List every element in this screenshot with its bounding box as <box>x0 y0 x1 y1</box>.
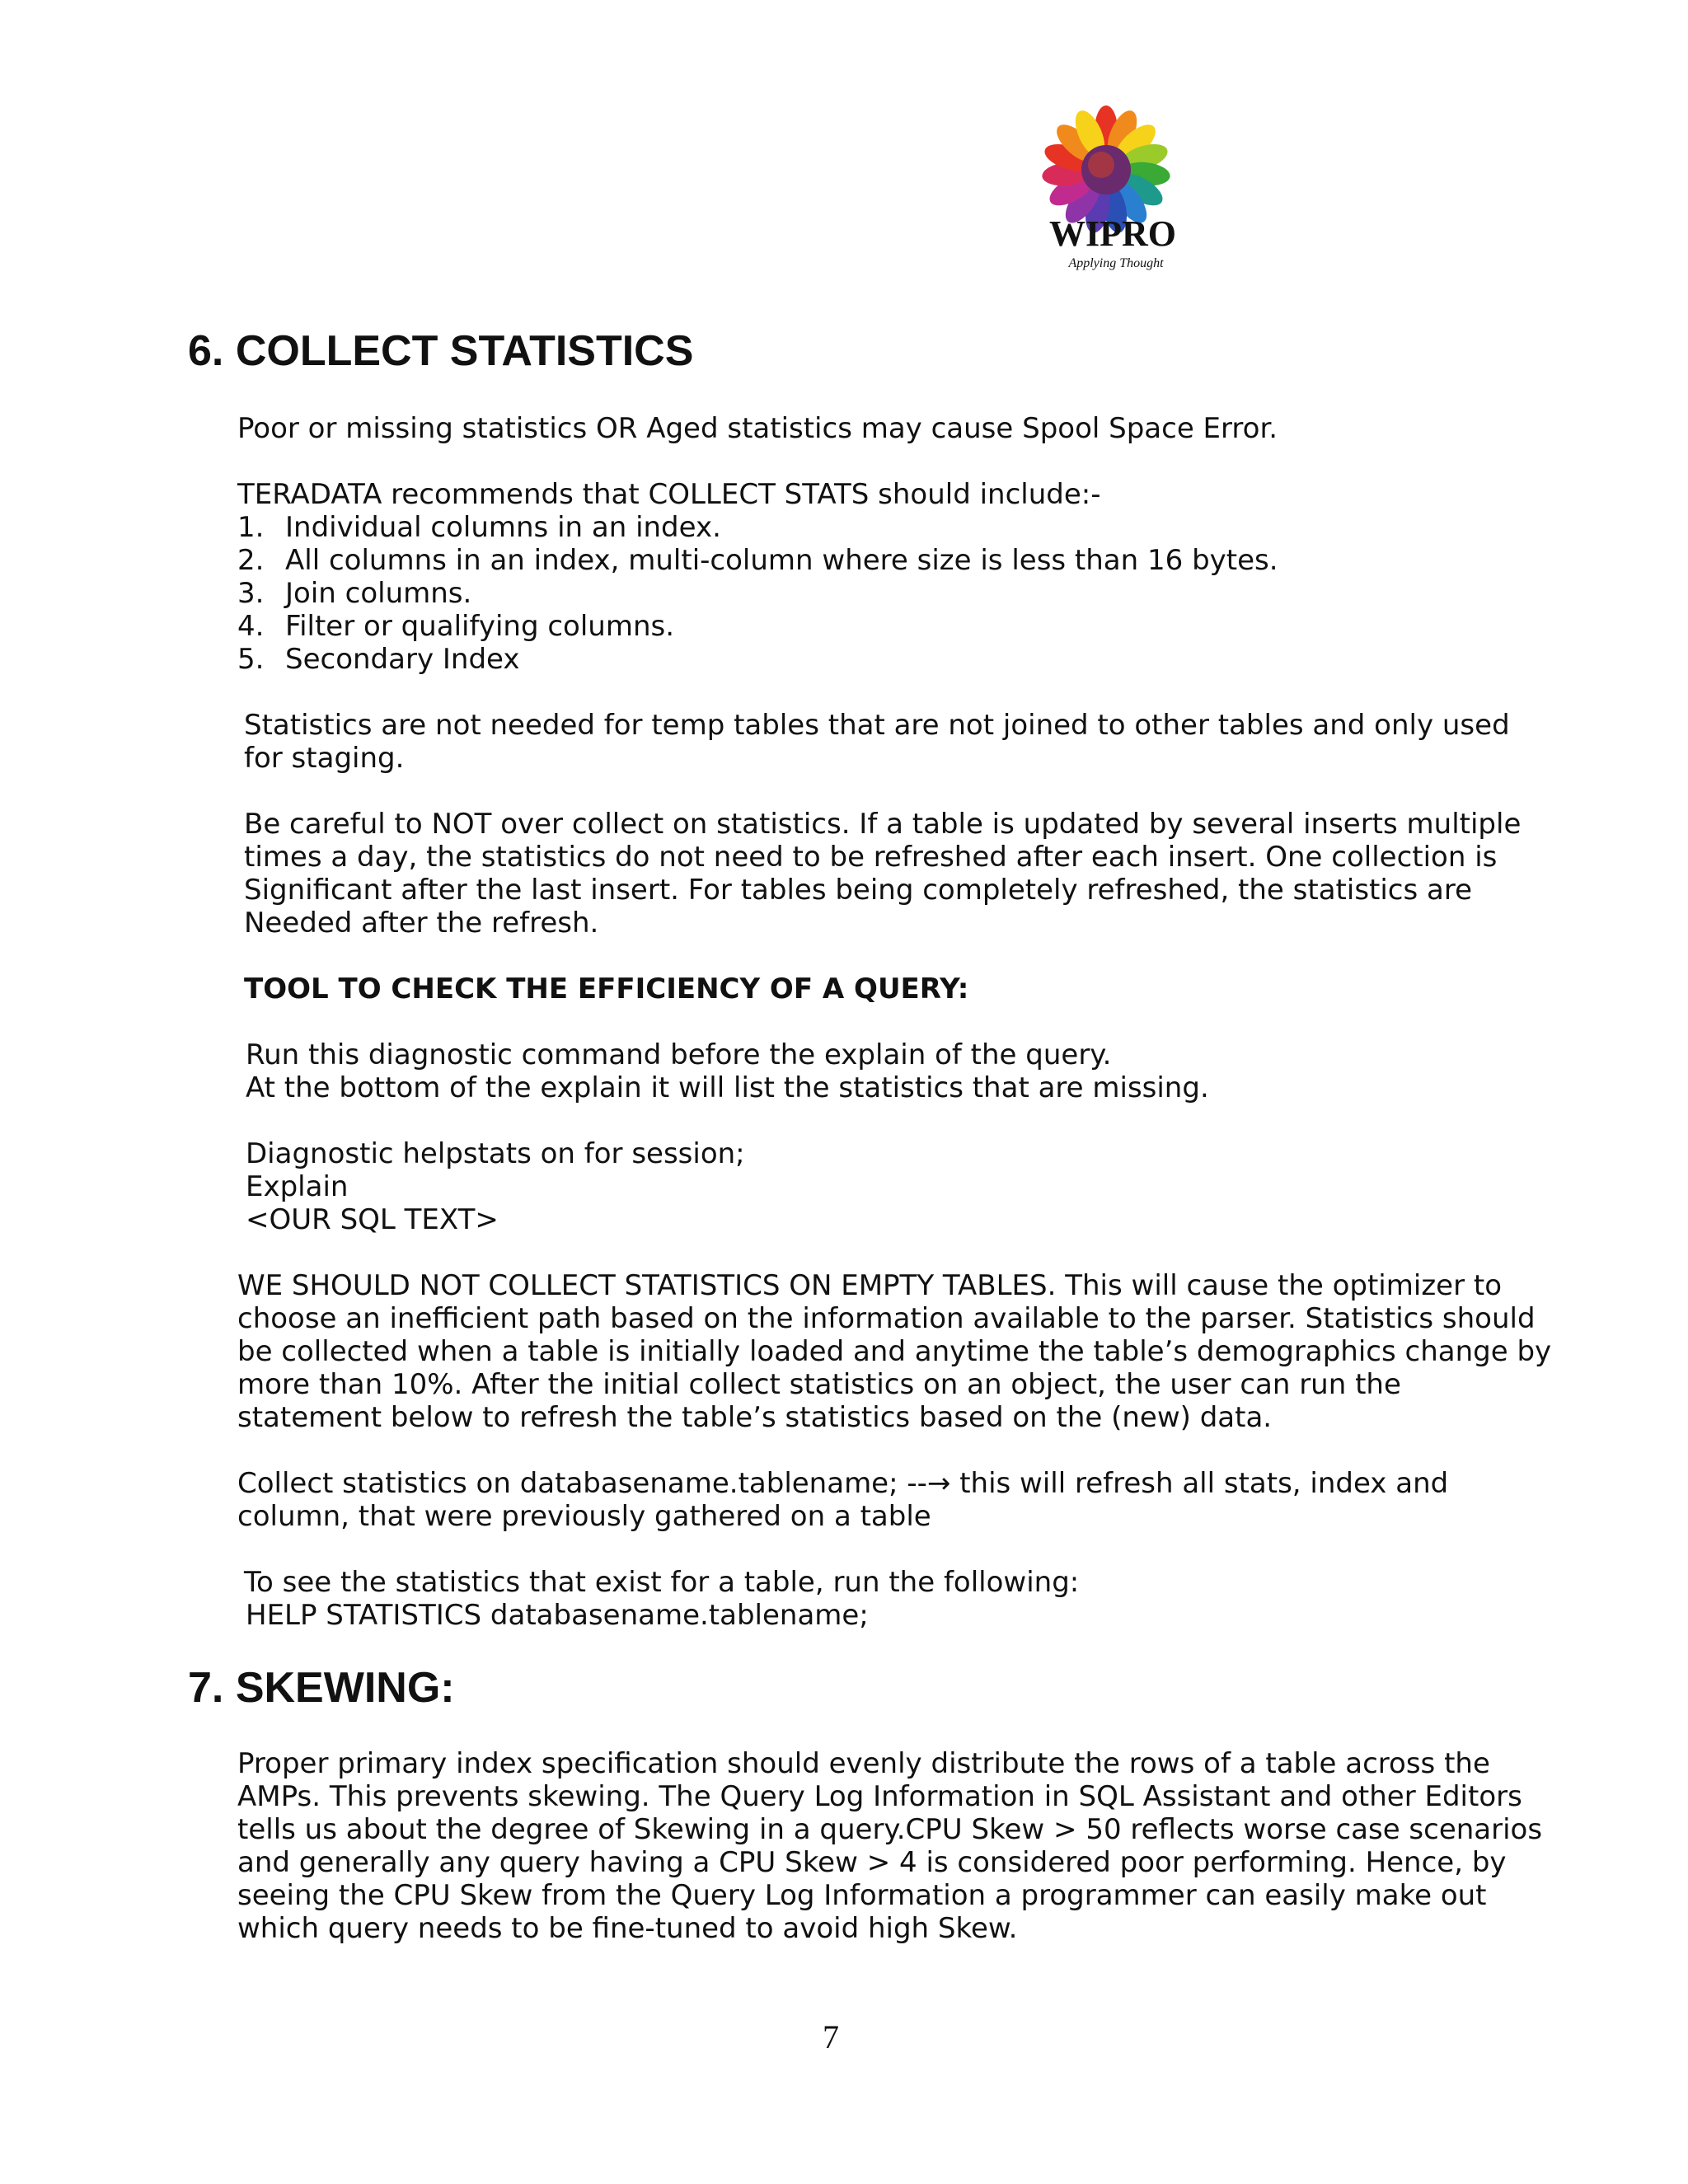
see-stats-line: HELP STATISTICS databasename.tablename; <box>246 1599 869 1632</box>
list-item <box>237 511 721 544</box>
skewing-line: and generally any query having a CPU Skew > 4 is considered poor performing. Hence, by <box>237 1846 1507 1879</box>
careful-line: Be careful to NOT over collect on statistics. If a table is updated by several inserts multiple <box>244 808 1522 841</box>
recommend-lead: TERADATA recommends that COLLECT STATS should include:- <box>237 478 1101 511</box>
skewing-line: tells us about the degree of Skewing in a query.CPU Skew > 50 reflects worse case scenarios <box>237 1813 1543 1846</box>
collect-cmd-line: column, that were previously gathered on a table <box>237 1500 931 1533</box>
tool-heading: TOOL TO CHECK THE EFFICIENCY OF A QUERY: <box>244 972 969 1005</box>
temp-tables-line: Statistics are not needed for temp tables that are not joined to other tables and only used <box>244 709 1510 742</box>
list-number: 3. <box>237 577 265 610</box>
tool-text-line: Run this diagnostic command before the explain of the query. <box>246 1038 1112 1071</box>
list-number: 1. <box>237 511 265 544</box>
list-number: 2. <box>237 544 265 577</box>
list-text: All columns in an index, multi-column where size is less than 16 bytes. <box>285 544 1278 577</box>
skewing-line: AMPs. This prevents skewing. The Query Log Information in SQL Assistant and other Editors <box>237 1780 1522 1813</box>
skewing-line: seeing the CPU Skew from the Query Log Information a programmer can easily make out <box>237 1879 1487 1912</box>
logo-brand-text: WIPRO <box>1049 213 1176 254</box>
temp-tables-line: for staging. <box>244 742 405 775</box>
careful-line: Needed after the refresh. <box>244 907 599 940</box>
empty-tables-line: WE SHOULD NOT COLLECT STATISTICS ON EMPTY TABLES. This will cause the optimizer to <box>237 1269 1503 1302</box>
diagnostic-line: Diagnostic helpstats on for session; <box>246 1137 745 1170</box>
list-text: Join columns. <box>285 577 472 610</box>
list-number: 5. <box>237 643 265 676</box>
empty-tables-line: more than 10%. After the initial collect statistics on an object, the user can run the <box>237 1368 1401 1401</box>
careful-line: times a day, the statistics do not need to be refreshed after each insert. One collection is <box>244 841 1498 874</box>
list-item <box>237 643 519 676</box>
skewing-line: Proper primary index specification should evenly distribute the rows of a table across the <box>237 1747 1490 1780</box>
page-number: 7 <box>823 2018 839 2055</box>
list-text: Secondary Index <box>285 643 520 676</box>
empty-tables-line: choose an inefficient path based on the information available to the parser. Statistics should <box>237 1302 1536 1335</box>
diagnostic-line: <OUR SQL TEXT> <box>246 1203 499 1236</box>
skewing-line: which query needs to be fine-tuned to avoid high Skew. <box>237 1912 1018 1945</box>
wipro-logo <box>1030 105 1195 274</box>
list-text: Filter or qualifying columns. <box>285 610 675 643</box>
empty-tables-line: statement below to refresh the table’s statistics based on the (new) data. <box>237 1401 1273 1434</box>
empty-tables-line: be collected when a table is initially loaded and anytime the table’s demographics change by <box>237 1335 1552 1368</box>
wipro-flower-icon <box>1030 105 1195 274</box>
tool-text-line: At the bottom of the explain it will list the statistics that are missing. <box>246 1071 1209 1104</box>
logo-tagline: Applying Thought <box>1068 256 1164 270</box>
list-text: Individual columns in an index. <box>285 511 721 544</box>
collect-cmd-line: Collect statistics on databasename.tablename; --→ this will refresh all stats, index and <box>237 1467 1449 1500</box>
section-7-heading: 7. SKEWING: <box>188 1664 455 1712</box>
section-6-heading: 6. COLLECT STATISTICS <box>188 327 694 375</box>
list-number: 4. <box>237 610 265 643</box>
diagnostic-line: Explain <box>246 1170 349 1203</box>
see-stats-line: To see the statistics that exist for a table, run the following: <box>244 1566 1080 1599</box>
list-item <box>237 544 1278 577</box>
intro-text: Poor or missing statistics OR Aged statistics may cause Spool Space Error. <box>237 412 1278 445</box>
careful-line: Significant after the last insert. For tables being completely refreshed, the statistics are <box>244 874 1473 907</box>
list-item <box>237 610 674 643</box>
list-item <box>237 577 471 610</box>
